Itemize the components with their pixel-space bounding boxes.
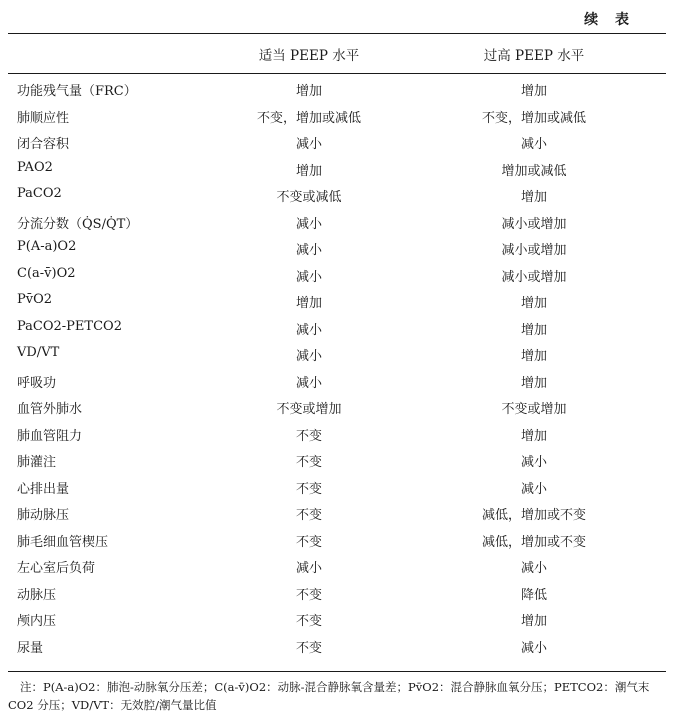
excessive-peep-cell: 减小 [520,561,548,576]
parameter-cell: 闭合容积 [17,137,70,152]
parameter-cell: 血管外肺水 [17,402,83,417]
appropriate-peep-cell: 减小 [295,137,323,152]
table-row [8,314,666,341]
appropriate-peep-cell: 不变或减低 [276,190,342,205]
parameter-cell: PaCO2-PETCO2 [17,318,122,334]
header-appropriate-peep: 适当 PEEP 水平 [258,48,360,64]
table-row [8,605,666,632]
table-row [8,420,666,447]
parameter-cell: 肺顺应性 [17,110,70,126]
table-row [8,181,666,208]
excessive-peep-cell: 增加或减低 [501,163,567,179]
appropriate-peep-cell: 不变 [295,428,323,444]
parameter-cell: 肺动脉压 [17,508,70,523]
excessive-peep-cell: 减小 [520,481,548,497]
parameter-cell: 颅内压 [17,614,57,629]
table-top-rule [8,33,666,34]
appropriate-peep-cell: 不变 [295,614,323,629]
excessive-peep-cell: 减小或增加 [501,269,567,285]
appropriate-peep-cell: 增加 [295,163,323,179]
excessive-peep-cell: 不变，增加或减低 [481,110,587,126]
appropriate-peep-cell: 减小 [295,216,323,232]
excessive-peep-cell: 减小 [520,640,548,656]
table-row [8,340,666,367]
table-row [8,287,666,314]
table-row [8,75,666,102]
table-row [8,446,666,473]
appropriate-peep-cell: 不变 [295,640,323,656]
excessive-peep-cell: 增加 [520,349,548,364]
appropriate-peep-cell: 不变 [295,481,323,497]
table-header-rule [8,73,666,74]
parameter-cell: 肺毛细血管楔压 [17,534,109,550]
parameter-cell: 左心室后负荷 [17,561,96,576]
table-row [8,367,666,394]
table-row [8,526,666,553]
table-bottom-rule [8,671,666,672]
excessive-peep-cell: 增加 [520,614,548,629]
excessive-peep-cell: 增加 [520,375,548,391]
excessive-peep-cell: 减低，增加或不变 [481,534,587,550]
appropriate-peep-cell: 减小 [295,561,323,576]
parameter-cell: C(a-v̄)O2 [17,265,76,281]
appropriate-peep-cell: 不变 [295,534,323,550]
parameter-cell: Pv̄O2 [17,292,53,307]
excessive-peep-cell: 增加 [520,322,548,338]
parameter-cell: 分流分数（Q̇S/Q̇T） [17,216,139,232]
table-row [8,102,666,129]
parameter-cell: 肺灌注 [17,455,57,470]
appropriate-peep-cell: 不变 [295,587,323,603]
parameter-cell: PaCO2 [17,186,62,201]
table-row [8,234,666,261]
parameter-cell: 心排出量 [17,481,70,497]
appropriate-peep-cell: 不变 [295,455,323,470]
parameter-cell: PAO2 [17,159,53,175]
table-row [8,128,666,155]
table-row [8,393,666,420]
table-footnote: 注：P(A-a)O2：肺泡-动脉氧分压差；C(a-v̄)O2：动脉-混合静脉氧含量差；Pv̄O2：混合静脉血氧分压；PETCO2：潮气末 CO2 分压；VD/VT：无效腔/潮气量比值 [8,680,650,712]
table-body [8,75,666,658]
parameter-cell: 动脉压 [17,587,57,603]
parameter-cell: 功能残气量（FRC） [17,84,137,99]
excessive-peep-cell: 增加 [520,84,548,99]
excessive-peep-cell: 减小或增加 [501,216,567,232]
table-row [8,473,666,500]
appropriate-peep-cell: 增加 [295,84,323,99]
table-row [8,632,666,659]
appropriate-peep-cell: 减小 [295,322,323,338]
excessive-peep-cell: 增加 [520,296,548,311]
table-row [8,155,666,182]
table-header [8,44,666,64]
continued-label: 续 表 [584,12,635,28]
appropriate-peep-cell: 减小 [295,349,323,364]
excessive-peep-cell: 不变或增加 [501,402,567,417]
parameter-cell: 肺血管阻力 [17,428,83,444]
appropriate-peep-cell: 增加 [295,296,323,311]
excessive-peep-cell: 减小或增加 [501,243,567,258]
excessive-peep-cell: 减小 [520,137,548,152]
appropriate-peep-cell: 不变，增加或减低 [256,110,362,126]
excessive-peep-cell: 增加 [520,428,548,444]
parameter-cell: VD/VT [17,345,60,360]
appropriate-peep-cell: 减小 [295,269,323,285]
table-row [8,208,666,235]
table-row [8,499,666,526]
excessive-peep-cell: 降低 [520,587,548,603]
table-row [8,579,666,606]
excessive-peep-cell: 减小 [520,455,548,470]
appropriate-peep-cell: 不变或增加 [276,402,342,417]
header-excessive-peep: 过高 PEEP 水平 [483,48,585,64]
excessive-peep-cell: 减低，增加或不变 [481,508,587,523]
appropriate-peep-cell: 不变 [295,508,323,523]
appropriate-peep-cell: 减小 [295,375,323,391]
parameter-cell: P(A-a)O2 [17,239,77,254]
parameter-cell: 尿量 [17,640,44,656]
table-row [8,552,666,579]
appropriate-peep-cell: 减小 [295,243,323,258]
table-row [8,261,666,288]
parameter-cell: 呼吸功 [17,375,57,391]
excessive-peep-cell: 增加 [520,190,548,205]
